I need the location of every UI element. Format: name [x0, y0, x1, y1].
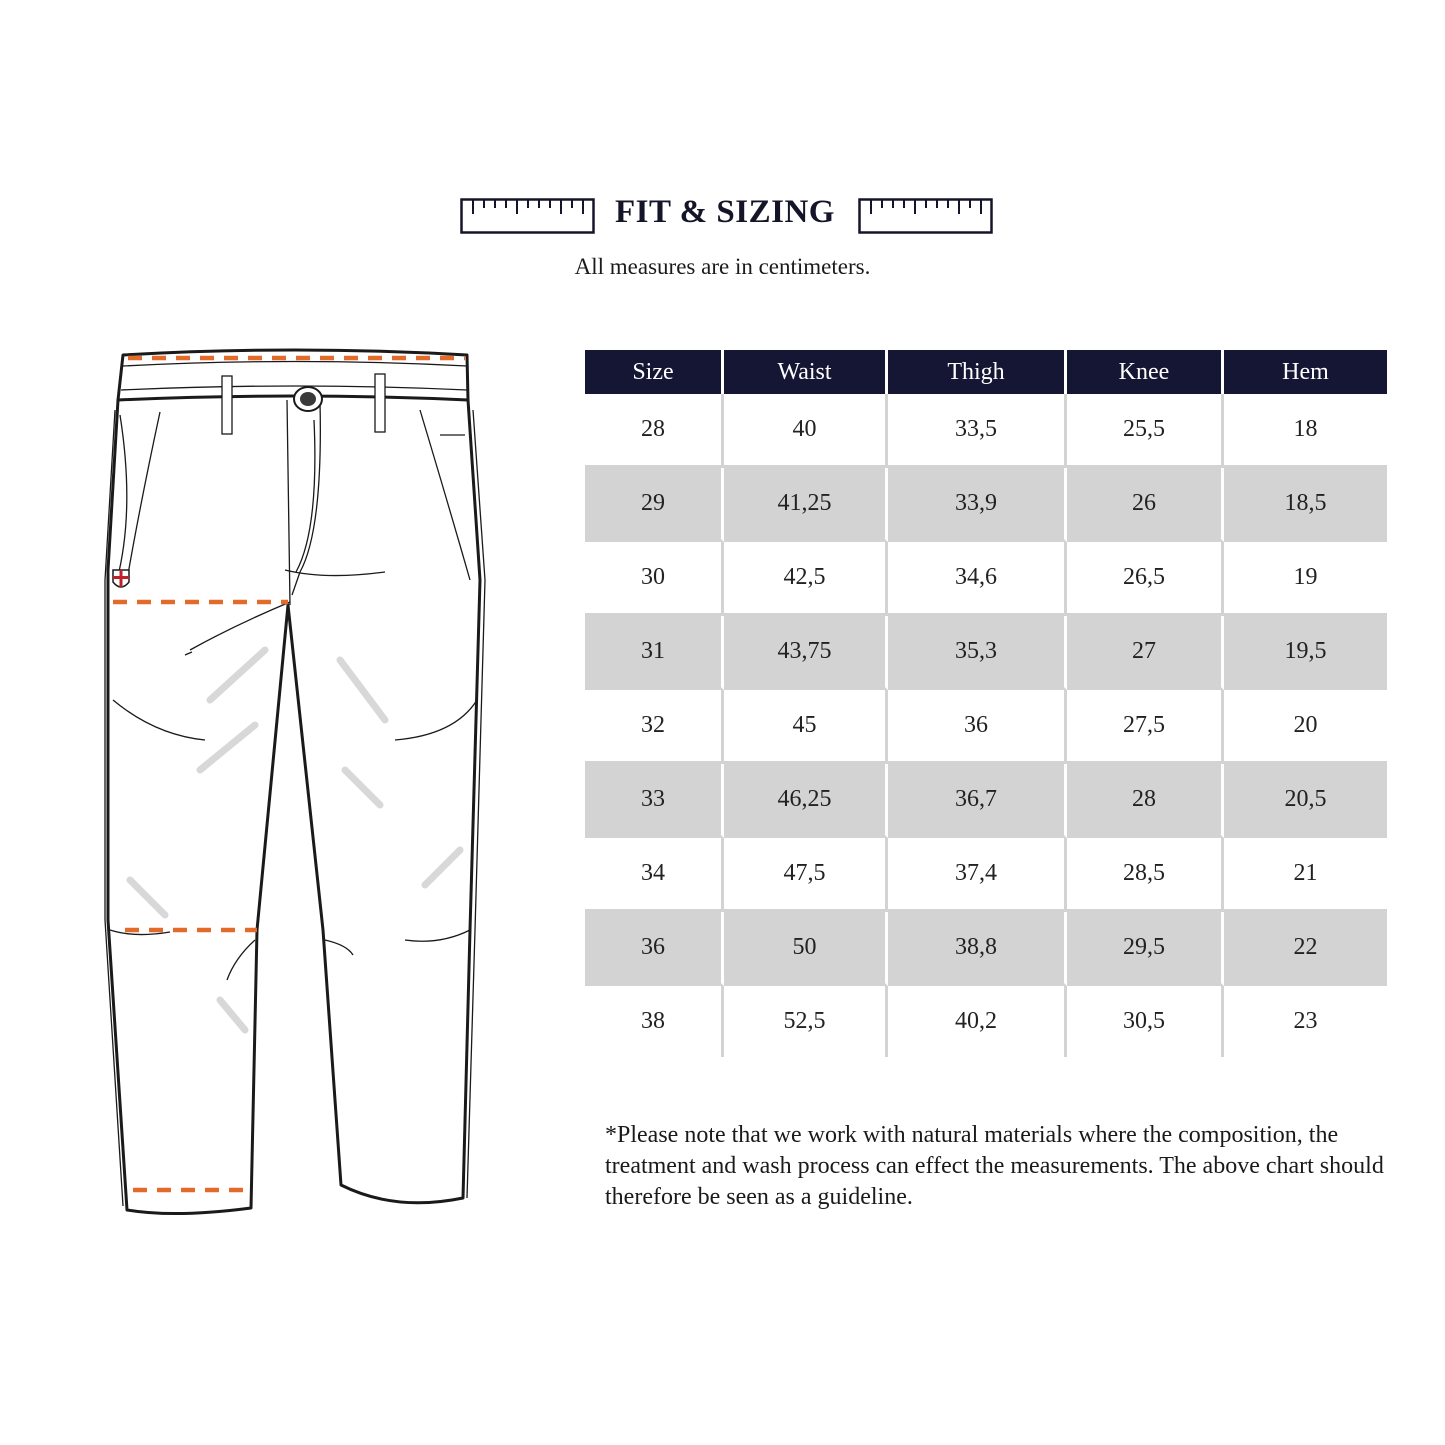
shield-logo-icon — [113, 570, 129, 587]
waist-cell: 47,5 — [724, 838, 888, 912]
size-cell: 36 — [585, 912, 724, 986]
thigh-cell: 37,4 — [888, 838, 1067, 912]
size-cell: 34 — [585, 838, 724, 912]
size-cell: 31 — [585, 616, 724, 690]
table-row — [585, 542, 1387, 616]
subtitle: All measures are in centimeters. — [574, 254, 871, 279]
size-cell: 32 — [585, 690, 724, 764]
header — [0, 190, 1445, 240]
thigh-cell: 33,9 — [888, 468, 1067, 542]
table-row — [585, 986, 1387, 1057]
waist-cell: 45 — [724, 690, 888, 764]
knee-cell: 26 — [1067, 468, 1224, 542]
hem-cell: 18,5 — [1224, 468, 1387, 542]
column-header-waist: Waist — [724, 350, 888, 394]
waist-cell: 42,5 — [724, 542, 888, 616]
size-cell: 30 — [585, 542, 724, 616]
waist-cell: 40 — [724, 394, 888, 468]
size-cell: 29 — [585, 468, 724, 542]
size-cell: 38 — [585, 986, 724, 1057]
column-header-thigh: Thigh — [888, 350, 1067, 394]
hem-cell: 21 — [1224, 838, 1387, 912]
thigh-cell: 40,2 — [888, 986, 1067, 1057]
ruler-icon — [460, 198, 595, 234]
disclaimer-note: *Please note that we work with natural materials where the composition, the treatment and wash process can effect the measurements. The above chart should therefore be seen as a guideline. — [605, 1122, 1384, 1210]
knee-cell: 28 — [1067, 764, 1224, 838]
knee-cell: 29,5 — [1067, 912, 1224, 986]
knee-cell: 30,5 — [1067, 986, 1224, 1057]
hem-cell: 22 — [1224, 912, 1387, 986]
knee-cell: 27 — [1067, 616, 1224, 690]
hem-cell: 18 — [1224, 394, 1387, 468]
waist-cell: 43,75 — [724, 616, 888, 690]
thigh-cell: 36,7 — [888, 764, 1067, 838]
table-row — [585, 690, 1387, 764]
waist-cell: 46,25 — [724, 764, 888, 838]
column-header-hem: Hem — [1224, 350, 1387, 394]
knee-cell: 28,5 — [1067, 838, 1224, 912]
thigh-cell: 33,5 — [888, 394, 1067, 468]
hem-cell: 19 — [1224, 542, 1387, 616]
hem-cell: 23 — [1293, 1008, 1318, 1034]
waist-cell: 52,5 — [724, 986, 888, 1057]
waist-cell: 50 — [724, 912, 888, 986]
waist-cell: 41,25 — [724, 468, 888, 542]
thigh-cell: 38,8 — [888, 912, 1067, 986]
ruler-icon — [858, 198, 993, 234]
trousers-diagram — [95, 340, 505, 1220]
table-row — [585, 764, 1387, 838]
knee-cell: 25,5 — [1067, 394, 1224, 468]
table-row — [585, 468, 1387, 542]
table-row — [585, 616, 1387, 690]
size-cell: 28 — [585, 394, 724, 468]
table-row — [585, 838, 1387, 912]
thigh-cell: 34,6 — [888, 542, 1067, 616]
button-icon — [294, 387, 322, 411]
table-header — [585, 350, 1387, 394]
knee-cell: 27,5 — [1067, 690, 1224, 764]
table-row — [585, 912, 1387, 986]
column-header-knee: Knee — [1067, 350, 1224, 394]
thigh-cell: 35,3 — [888, 616, 1067, 690]
hem-cell: 20 — [1224, 690, 1387, 764]
table-row — [585, 394, 1387, 468]
page-title: FIT & SIZING — [615, 194, 835, 230]
hem-cell: 19,5 — [1224, 616, 1387, 690]
thigh-cell: 36 — [888, 690, 1067, 764]
column-header-size: Size — [585, 350, 724, 394]
size-cell: 33 — [585, 764, 724, 838]
size-table — [585, 350, 1387, 1057]
hem-cell: 20,5 — [1224, 764, 1387, 838]
knee-cell: 26,5 — [1067, 542, 1224, 616]
